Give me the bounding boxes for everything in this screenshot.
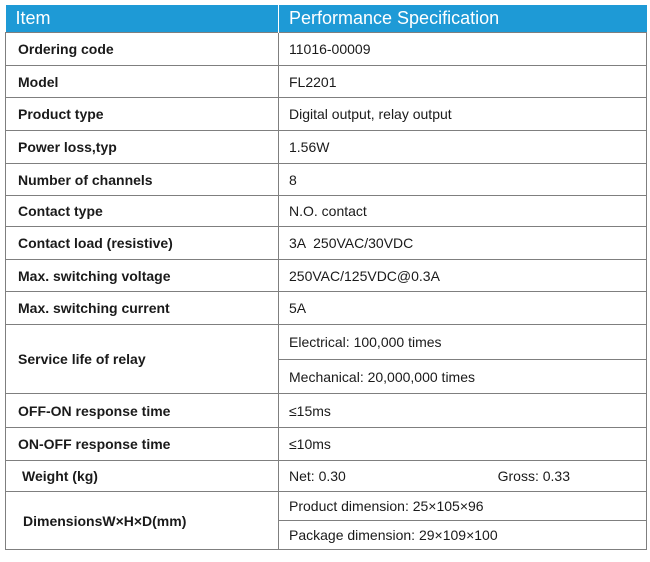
table-row: [6, 66, 647, 98]
row-label: OFF-ON response time: [6, 394, 279, 428]
row-value-mechanical: Mechanical: 20,000,000 times: [279, 360, 647, 394]
header-item: Item: [6, 5, 279, 33]
row-label: DimensionsW×H×D(mm): [6, 492, 279, 550]
row-value-electrical: Electrical: 100,000 times: [279, 325, 647, 360]
weight-net: Net: 0.30: [289, 468, 346, 484]
row-label: Max. switching current: [6, 292, 279, 325]
row-value: Digital output, relay output: [279, 98, 647, 131]
weight-gross: Gross: 0.33: [497, 468, 570, 484]
row-value: 3A 250VAC/30VDC: [279, 227, 647, 260]
table-row: [6, 325, 647, 360]
table-row: [6, 394, 647, 428]
table-row: [6, 492, 647, 521]
row-value: ≤15ms: [279, 394, 647, 428]
table-row: [6, 131, 647, 164]
row-value: ≤10ms: [279, 428, 647, 461]
table-row: [6, 227, 647, 260]
row-value: N.O. contact: [279, 196, 647, 227]
row-value: 11016-00009: [279, 33, 647, 66]
row-value: 1.56W: [279, 131, 647, 164]
row-label: Power loss,typ: [6, 131, 279, 164]
table-row: [6, 98, 647, 131]
table-row: [6, 33, 647, 66]
row-value-product-dimension: Product dimension: 25×105×96: [279, 492, 647, 521]
table-row: [6, 292, 647, 325]
row-label: Number of channels: [6, 164, 279, 196]
table-row: [6, 428, 647, 461]
table-header-row: [6, 5, 647, 33]
row-value: 5A: [279, 292, 647, 325]
row-label: ON-OFF response time: [6, 428, 279, 461]
row-value-package-dimension: Package dimension: 29×109×100: [279, 521, 647, 550]
table-row: [6, 196, 647, 227]
row-label: Ordering code: [6, 33, 279, 66]
row-value: FL2201: [279, 66, 647, 98]
row-value: 8: [279, 164, 647, 196]
row-label: Max. switching voltage: [6, 260, 279, 292]
header-performance-specification: Performance Specification: [279, 5, 647, 33]
spec-table: [5, 5, 647, 550]
row-label: Product type: [6, 98, 279, 131]
row-label: Model: [6, 66, 279, 98]
row-label: Service life of relay: [6, 325, 279, 394]
table-row: [6, 461, 647, 492]
row-label: Contact load (resistive): [6, 227, 279, 260]
row-value-weight: [279, 461, 647, 492]
table-row: [6, 260, 647, 292]
table-row: [6, 164, 647, 196]
row-label: Contact type: [6, 196, 279, 227]
row-label: Weight (kg): [6, 461, 279, 492]
row-value: 250VAC/125VDC@0.3A: [279, 260, 647, 292]
